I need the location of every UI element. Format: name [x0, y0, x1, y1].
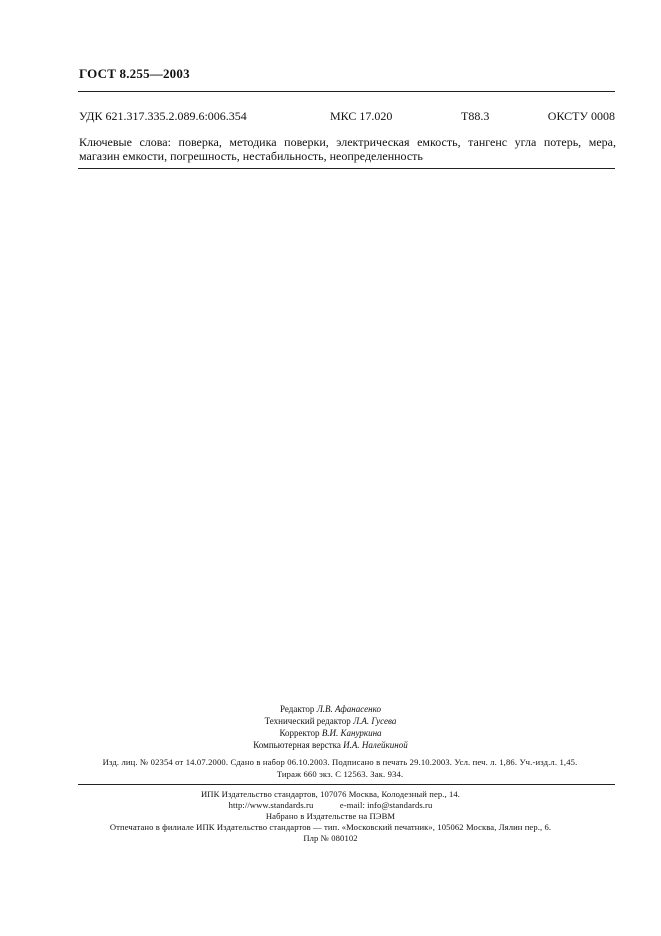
publisher-footer — [0, 789, 661, 844]
keywords-line-2: магазин емкости, погрешность, нестабильность, неопределенность — [79, 149, 423, 163]
keywords-block — [79, 135, 616, 163]
publisher-website: http://www.standards.ru — [228, 800, 314, 810]
udk-code: УДК 621.317.335.2.089.6:006.354 — [79, 109, 247, 123]
footer-divider — [78, 784, 615, 785]
publication-line-2: Тираж 660 экз. С 12563. Зак. 934. — [276, 769, 404, 779]
printed-note: Отпечатано в филиале ИПК Издательство стандартов — тип. «Московский печатник», 105062 Москва, Лялин пер., 6. — [109, 822, 552, 832]
header-divider — [78, 91, 615, 92]
typeset-note: Набрано в Издательстве на ПЭВМ — [265, 811, 396, 821]
publication-info — [60, 756, 620, 780]
publisher-contacts — [0, 800, 661, 811]
credits-block — [0, 703, 661, 751]
document-header-title: ГОСТ 8.255—2003 — [79, 66, 190, 81]
t-code: Т88.3 — [461, 109, 490, 123]
credit-corrector: Корректор В.И. Кануркина — [279, 728, 382, 738]
keywords-line-1: Ключевые слова: поверка, методика поверки, электрическая емкость, тангенс угла потерь, мера, — [79, 135, 616, 149]
plr-number: Плр № 080102 — [303, 833, 358, 843]
publication-line-1: Изд. лиц. № 02354 от 14.07.2000. Сдано в набор 06.10.2003. Подписано в печать 29.10.2003. Усл. печ. л. 1,86. Уч.-изд.л. 1,45. — [102, 757, 578, 767]
publisher-address: ИПК Издательство стандартов, 107076 Москва, Колодезный пер., 14. — [200, 789, 461, 799]
publisher-email: e-mail: info@standards.ru — [339, 800, 433, 810]
okstu-code: ОКСТУ 0008 — [547, 109, 615, 123]
credit-editor: Редактор Л.В. Афанасенко — [280, 704, 381, 714]
credit-tech-editor: Технический редактор Л.А. Гусева — [264, 716, 397, 726]
credit-layout: Компьютерная верстка И.А. Налейкиной — [253, 740, 408, 750]
mks-code: МКС 17.020 — [330, 109, 393, 123]
keywords-divider — [78, 168, 615, 169]
